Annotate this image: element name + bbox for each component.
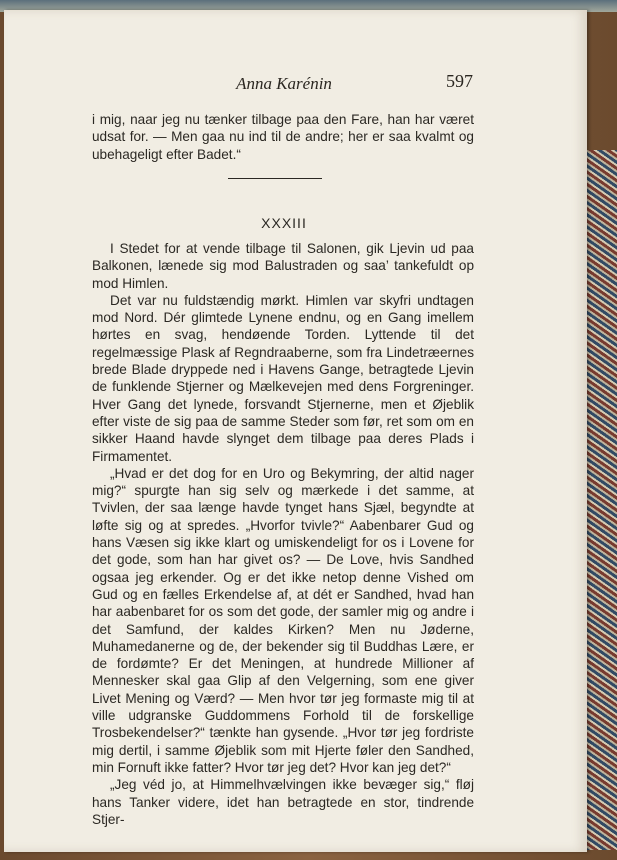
- chapter-body: [92, 240, 474, 828]
- paragraph: Det var nu fuldstændig mørkt. Himlen var skyfri undtagen mod Nord. Dér glimtede Lynene endnu, og en Gang imellem hørtes en svag, hendøende Torden. Lyttende til det regelmæssige Plask af Regndraaberne, som fra Lindetræernes brede Blade dryppede ned i Havens Gange, betragtede Ljevin de funklende Stjerner og Mælkevejen med dens Forgreninger. Hver Gang det lynede, forsvandt Stjernerne, men et Øjeblik efter viste de sig paa de samme Steder som før, ret som om en sikker Haand havde slynget dem tilbage paa deres Plads i Firmamentet.: [92, 292, 474, 464]
- chapter-heading: XXXIII: [261, 215, 307, 231]
- paragraph: „Hvad er det dog for en Uro og Bekymring, der altid nager mig?“ spurgte han sig selv og mærkede i det samme, at Tvivlen, der saa længe havde tynget hans Sjæl, begyndte at løfte sig og at spredes. „Hvorfor tvivle?“ Aabenbarer Gud og hans Væsen sig ikke klart og umiskendeligt for os i Lovene for det gode, som han har givet os? — De Love, hvis Sandhed ogsaa jeg erkender. Og er det ikke netop denne Vished om Gud og en fælles Erkendelse af, at dét er Sandhed, hvad han har aabenbaret for os som det gode, der samler mig og andre i det Samfund, der kaldes Kirken? Men nu Jøderne, Muhamedanerne og de, der bekender sig til Buddhas Lære, er de fordømte? Er det Meningen, at hundrede Millioner af Mennesker skal gaa Glip af den Velgerning, som ene giver Livet Mening og Værd? — Men hvor tør jeg formaste mig til at ville udgranske Guddommens Forhold til de forskellige Trosbekendelser?“ tænkte han gysende. „Hvor tør jeg fordriste mig dertil, i samme Øjeblik som mit Hjerte føler den Sandhed, min Fornuft ikke fatter? Hvor tør jeg det? Hvor kan jeg det?“: [92, 465, 474, 775]
- paragraph: „Jeg véd jo, at Himmelhvælvingen ikke bevæger sig,“ fløj hans Tanker videre, idet han betragtede en stor, tindrende Stjer-: [92, 777, 474, 827]
- page-header: [4, 71, 587, 98]
- section-divider: [228, 178, 322, 179]
- book-page: [4, 10, 587, 852]
- running-title: Anna Karénin: [236, 74, 332, 93]
- paragraph: I Stedet for at vende tilbage til Salonen, gik Ljevin ud paa Balkonen, lænede sig mod Balustraden og saa’ tankefuldt op mod Himlen.: [92, 241, 474, 291]
- page-number: 597: [446, 71, 473, 91]
- opening-paragraph-block: [92, 111, 474, 163]
- opening-paragraph: i mig, naar jeg nu tænker tilbage paa den Fare, han har været udsat for. — Men gaa nu ind til de andre; her er saa kvalmt og ubehageligt efter Badet.“: [92, 112, 474, 162]
- marbled-endpaper: [585, 150, 617, 850]
